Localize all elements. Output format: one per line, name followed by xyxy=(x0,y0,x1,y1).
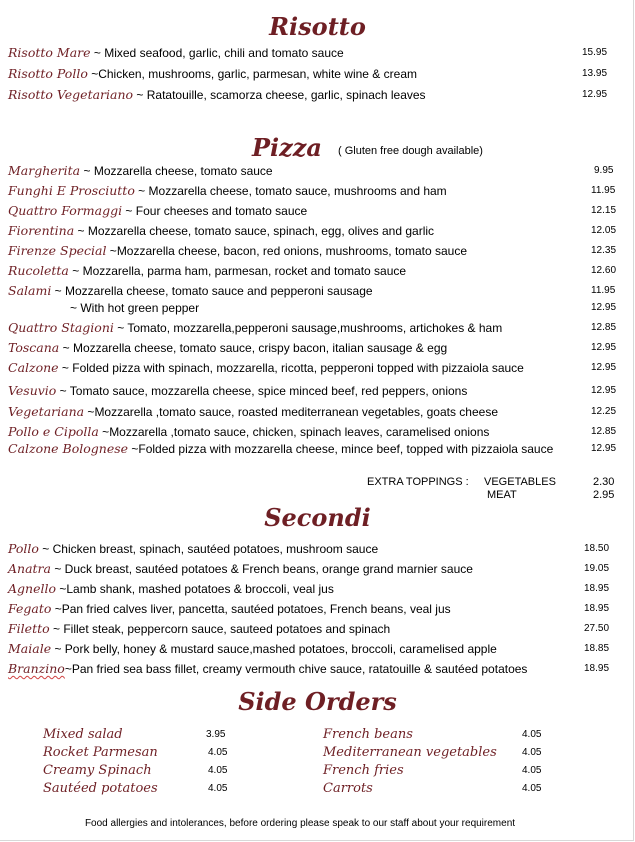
item-price: 12.15 xyxy=(591,205,617,216)
menu-item: Toscana ~ Mozzarella cheese, tomato sauce, crispy bacon, italian sausage & egg xyxy=(8,340,448,355)
item-price: 12.95 xyxy=(591,342,617,353)
extra-vegetables-label: VEGETABLES xyxy=(484,476,556,488)
menu-item: Risotto Vegetariano ~ Ratatouille, scamorza cheese, garlic, spinach leaves xyxy=(8,87,426,102)
menu-item: Filetto ~ Fillet steak, peppercorn sauce, sauteed potatoes and spinach xyxy=(8,621,391,636)
menu-item: Risotto Mare ~ Mixed seafood, garlic, chili and tomato sauce xyxy=(8,45,344,60)
menu-item: Rucoletta ~ Mozzarella, parma ham, parmesan, rocket and tomato sauce xyxy=(8,263,407,278)
item-price: 12.95 xyxy=(591,362,617,373)
item-price: 18.95 xyxy=(584,583,610,594)
side-item-name: Sautéed potatoes xyxy=(43,781,158,796)
menu-item: Funghi E Prosciutto ~ Mozzarella cheese, tomato sauce, mushrooms and ham xyxy=(8,183,447,198)
menu-item: Vegetariana ~Mozzarella ,tomato sauce, roasted mediterranean vegetables, goats cheese xyxy=(8,404,499,419)
extra-toppings-label: EXTRA TOPPINGS : xyxy=(367,476,469,488)
menu-item: Vesuvio ~ Tomato sauce, mozzarella cheese, spice minced beef, red peppers, onions xyxy=(8,383,468,398)
pizza-title: Pizza xyxy=(252,133,322,162)
side-item-price: 4.05 xyxy=(522,747,542,758)
pizza-heading xyxy=(252,133,322,162)
allergy-footer: Food allergies and intolerances, before ordering please speak to our staff about your requirement xyxy=(84,818,516,829)
menu-item: Calzone ~ Folded pizza with spinach, mozzarella, ricotta, pepperoni topped with pizzaiola sauce xyxy=(8,360,524,375)
menu-item: Calzone Bolognese ~Folded pizza with mozzarella cheese, mince beef, topped with pizzaiola sauce xyxy=(8,441,554,456)
menu-item: Salami ~ Mozzarella cheese, tomato sauce and pepperoni sausage xyxy=(8,283,373,298)
menu-item: Quattro Stagioni ~ Tomato, mozzarella,pepperoni sausage,mushrooms, artichokes & ham xyxy=(8,320,503,335)
menu-item: Pollo e Cipolla ~Mozzarella ,tomato sauce, chicken, spinach leaves, caramelised onions xyxy=(8,424,490,439)
item-price: 19.05 xyxy=(584,563,610,574)
side-item-name: Carrots xyxy=(323,781,373,796)
item-price: 12.60 xyxy=(591,265,617,276)
side-item-price: 4.05 xyxy=(522,783,542,794)
item-price: 12.95 xyxy=(591,443,617,454)
side-item-price: 4.05 xyxy=(522,765,542,776)
side-item-name: French beans xyxy=(323,727,413,742)
item-price: 12.05 xyxy=(591,225,617,236)
menu-item: Pollo ~ Chicken breast, spinach, sautéed potatoes, mushroom sauce xyxy=(8,541,379,556)
menu-item: Anatra ~ Duck breast, sautéed potatoes & French beans, orange grand marnier sauce xyxy=(8,561,473,576)
side-item-price: 4.05 xyxy=(522,729,542,740)
gluten-free-note: ( Gluten free dough available) xyxy=(338,145,483,157)
menu-item: Risotto Pollo ~Chicken, mushrooms, garlic, parmesan, white wine & cream xyxy=(8,66,417,81)
item-price: 12.85 xyxy=(591,322,617,333)
side-item-price: 4.05 xyxy=(208,783,228,794)
item-price: 12.95 xyxy=(582,89,608,100)
item-price: 27.50 xyxy=(584,623,610,634)
secondi-title: Secondi xyxy=(264,503,371,532)
item-price: 12.25 xyxy=(591,406,617,417)
item-price: 18.50 xyxy=(584,543,610,554)
item-price: 11.95 xyxy=(591,185,616,196)
item-price: 12.35 xyxy=(591,245,617,256)
extra-meat-label: MEAT xyxy=(487,489,517,501)
menu-item: Margherita ~ Mozzarella cheese, tomato sauce xyxy=(8,163,273,178)
menu-item: Maiale ~ Pork belly, honey & mustard sauce,mashed potatoes, broccoli, caramelised apple xyxy=(8,641,497,656)
extra-meat-price: 2.95 xyxy=(593,489,615,501)
menu-item: Firenze Special ~Mozzarella cheese, bacon, red onions, mushrooms, tomato sauce xyxy=(8,243,467,258)
item-price: 13.95 xyxy=(582,68,608,79)
menu-item: Fiorentina ~ Mozzarella cheese, tomato sauce, spinach, egg, olives and garlic xyxy=(8,223,435,238)
item-price: 12.95 xyxy=(591,302,617,313)
menu-item-variant: ~ With hot green pepper xyxy=(70,301,200,315)
item-price: 18.85 xyxy=(584,643,610,654)
extra-vegetables-price: 2.30 xyxy=(593,476,615,488)
side-item-name: French fries xyxy=(323,763,404,778)
item-price: 11.95 xyxy=(591,285,616,296)
menu-item: Agnello ~Lamb shank, mashed potatoes & broccoli, veal jus xyxy=(8,581,334,596)
side-item-price: 4.05 xyxy=(208,747,228,758)
side-item-price: 3.95 xyxy=(206,729,226,740)
item-price: 12.95 xyxy=(591,385,617,396)
side-orders-title: Side Orders xyxy=(238,687,397,716)
side-item-name: Mixed salad xyxy=(43,727,123,742)
menu-item: Branzino~Pan fried sea bass fillet, creamy vermouth chive sauce, ratatouille & sautéed potatoes xyxy=(8,661,528,676)
side-item-name: Creamy Spinach xyxy=(43,763,152,778)
side-item-price: 4.05 xyxy=(208,765,228,776)
risotto-title: Risotto xyxy=(269,12,366,41)
menu-item: Quattro Formaggi ~ Four cheeses and tomato sauce xyxy=(8,203,308,218)
side-item-name: Mediterranean vegetables xyxy=(323,745,497,760)
item-price: 15.95 xyxy=(582,47,608,58)
side-item-name: Rocket Parmesan xyxy=(43,745,158,760)
item-price: 9.95 xyxy=(594,165,614,176)
item-price: 18.95 xyxy=(584,663,610,674)
item-price: 12.85 xyxy=(591,426,617,437)
menu-item: Fegato ~Pan fried calves liver, pancetta, sautéed potatoes, French beans, veal jus xyxy=(8,601,451,616)
item-price: 18.95 xyxy=(584,603,610,614)
